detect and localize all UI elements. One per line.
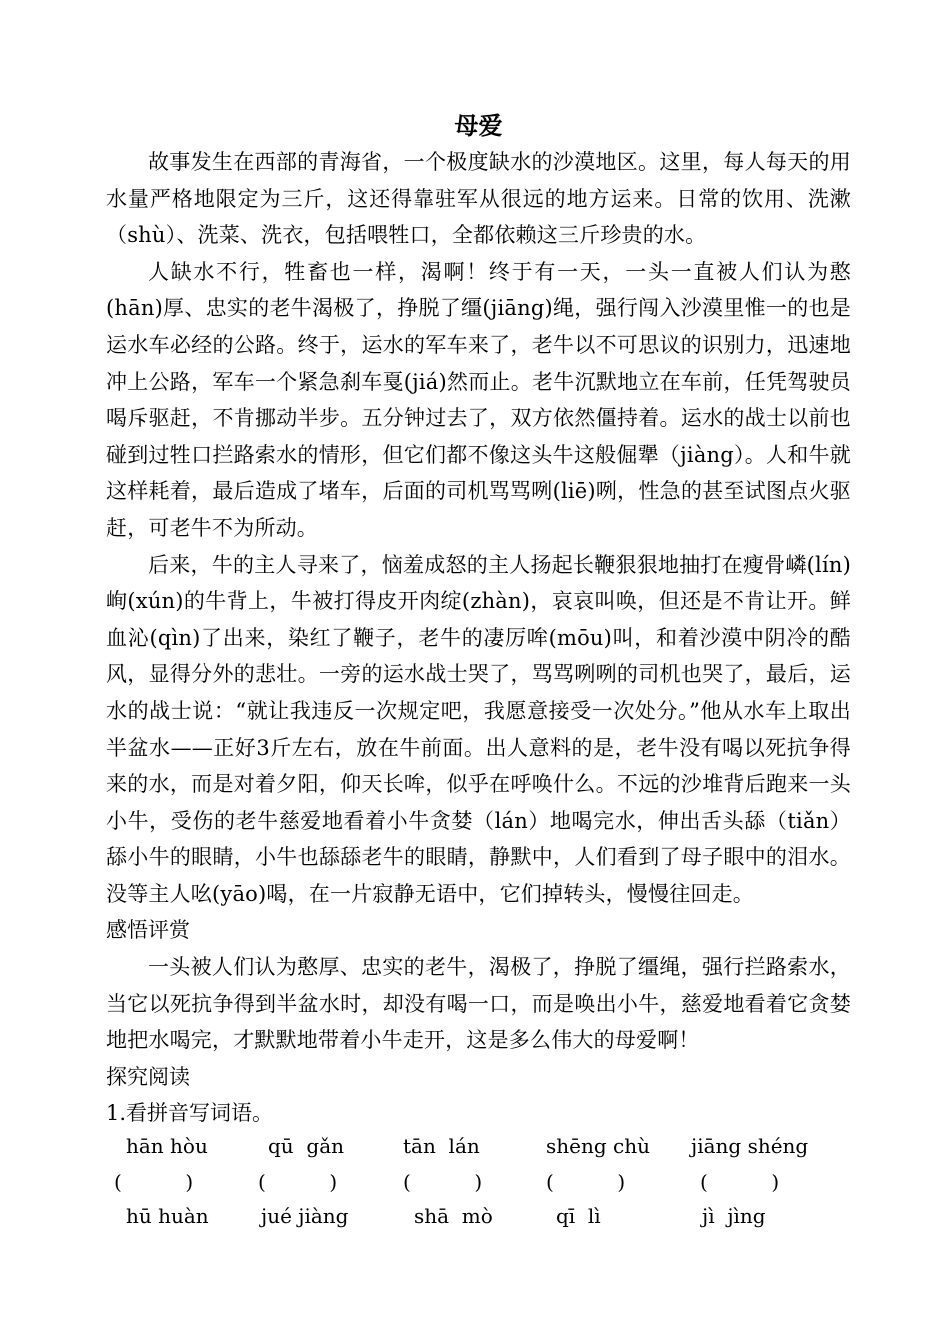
pinyin-item: jì jìng [702,1204,766,1229]
pinyin-item: jué jiàng [261,1204,349,1229]
pinyin-item: tān lán [403,1134,480,1159]
pinyin-row-2 [106,1204,851,1240]
pinyin-item: jiāng shéng [691,1134,809,1159]
pinyin-item: qī lì [556,1204,601,1229]
pinyin-row-1 [106,1134,851,1170]
inquiry-heading: 探究阅读 [106,1064,190,1089]
document-title: 母爱 [454,111,503,140]
answer-brackets-row [106,1170,851,1204]
answer-bracket[interactable]: ( ) [114,1170,194,1195]
answer-bracket[interactable]: ( ) [258,1170,338,1195]
answer-bracket[interactable]: ( ) [403,1170,483,1195]
answer-bracket[interactable]: ( ) [546,1170,626,1195]
pinyin-item: shēng chù [546,1134,650,1159]
story-paragraph-2: 人缺水不行，牲畜也一样，渴啊！终于有一天，一头一直被人们认为憨(hān)厚、忠实的老牛渴极了，挣脱了缰(jiāng)绳，强行闯入沙漠里惟一的也是运水车必经的公路。终于，运水的军车来了，老牛以不可思议的识别力，迅速地冲上公路，军车一个紧急刹车戛(jiá)然而止。老牛沉默地立在车前，任凭驾驶员喝斥驱赶，不肯挪动半步。五分钟过去了，双方依然僵持着。运水的战士以前也碰到过牲口拦路索水的情形，但它们都不像这头牛这般倔犟（jiàng）。人和牛就这样耗着，最后造成了堵车，后面的司机骂骂咧(liē)咧，性急的甚至试图点火驱赶，可老牛不为所动。 [106,259,851,540]
answer-bracket[interactable]: ( ) [700,1170,780,1195]
pinyin-item: shā mò [414,1204,493,1229]
pinyin-item: qū gǎn [268,1134,345,1159]
appreciation-text: 一头被人们认为憨厚、忠实的老牛，渴极了，挣脱了缰绳，强行拦路索水，当它以死抗争得到半盆水时，却没有喝一口，而是唤出小牛，慈爱地看着它贪婪地把水喝完，才默默地带着小牛走开，这是多么伟大的母爱啊！ [106,955,851,1053]
story-paragraph-3: 后来，牛的主人寻来了，恼羞成怒的主人扬起长鞭狠狠地抽打在瘦骨嶙(lín)峋(xún)的牛背上，牛被打得皮开肉绽(zhàn)，哀哀叫唤，但还是不肯让开。鲜血沁(qìn)了出来，染红了鞭子，老牛的凄厉哞(mōu)叫，和着沙漠中阴冷的酷风，显得分外的悲壮。一旁的运水战士哭了，骂骂咧咧的司机也哭了，最后，运水的战士说：“就让我违反一次规定吧，我愿意接受一次处分。”他从水车上取出半盆水——正好3斤左右，放在牛前面。出人意料的是，老牛没有喝以死抗争得来的水，而是对着夕阳，仰天长哞，似乎在呼唤什么。不远的沙堆背后跑来一头小牛，受伤的老牛慈爱地看着小牛贪婪（lán）地喝完水，伸出舌头舔（tiǎn）舔小牛的眼睛，小牛也舔舔老牛的眼睛，静默中，人们看到了母子眼中的泪水。没等主人吆(yāo)喝，在一片寂静无语中，它们掉转头，慢慢往回走。 [106,552,851,906]
story-paragraph-1: 故事发生在西部的青海省，一个极度缺水的沙漠地区。这里，每人每天的用水量严格地限定为三斤，这还得靠驻军从很远的地方运来。日常的饮用、洗漱（shù）、洗菜、洗衣，包括喂牲口，全都依赖这三斤珍贵的水。 [106,150,851,248]
appreciation-heading: 感悟评赏 [106,918,190,943]
question-1: 1.看拼音写词语。 [106,1101,274,1126]
document-page [106,108,851,1240]
pinyin-item: hān hòu [126,1134,208,1159]
pinyin-item: hū huàn [126,1204,209,1229]
